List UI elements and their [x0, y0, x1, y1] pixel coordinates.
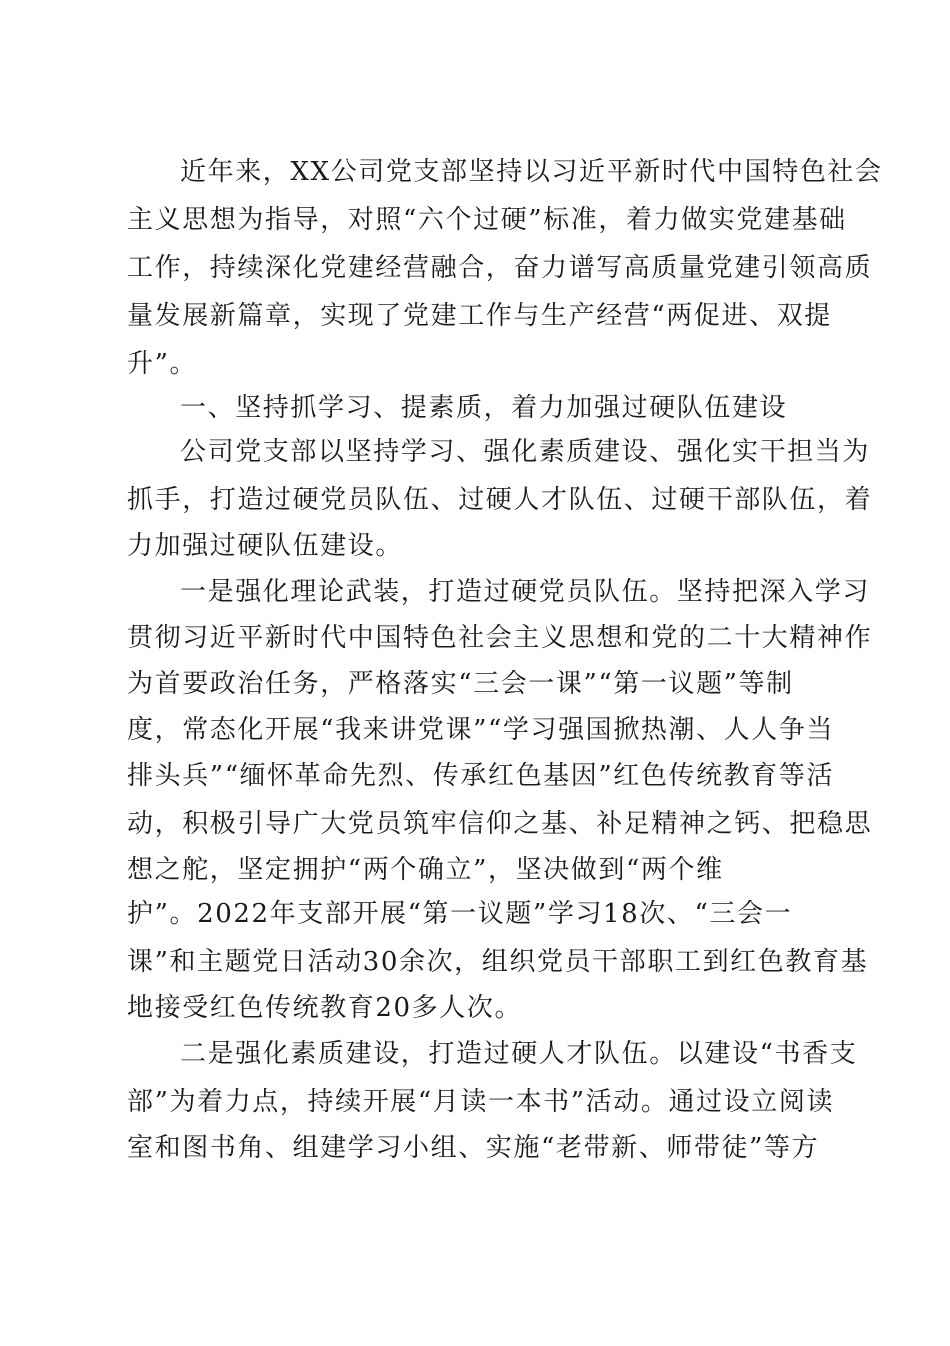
paragraph-point1-line-8: 护”。2022年支部开展“第一议题”学习18次、“三会一 — [127, 899, 793, 929]
paragraph-point1-line-7: 想之舵，坚定拥护“两个确立”，坚决做到“两个维 — [127, 855, 724, 885]
paragraph-intro-line-1: 近年来，XX公司党支部坚持以习近平新时代中国特色社会 — [180, 157, 883, 187]
paragraph-section1-line-3: 力加强过硬队伍建设。 — [127, 531, 404, 561]
paragraph-section1-line-1: 公司党支部以坚持学习、强化素质建设、强化实干担当为 — [180, 437, 871, 467]
paragraph-point1-line-6: 动，积极引导广大党员筑牢信仰之基、补足精神之钙、把稳思 — [127, 809, 873, 839]
paragraph-point1-line-5: 排头兵”“缅怀革命先烈、传承红色基因”红色传统教育等活 — [127, 761, 835, 791]
paragraph-point2-line-2: 部”为着力点，持续开展“月读一本书”活动。通过设立阅读 — [127, 1087, 835, 1117]
paragraph-point1-line-2: 贯彻习近平新时代中国特色社会主义思想和党的二十大精神作 — [127, 623, 873, 653]
paragraph-section1-line-2: 抓手，打造过硬党员队伍、过硬人才队伍、过硬干部队伍，着 — [127, 485, 873, 515]
section-heading-1: 一、坚持抓学习、提素质，着力加强过硬队伍建设 — [180, 393, 788, 423]
paragraph-point1-line-4: 度，常态化开展“我来讲党课”“学习强国掀热潮、人人争当 — [127, 715, 835, 745]
paragraph-intro-line-5: 升”。 — [127, 349, 198, 379]
paragraph-point1-line-3: 为首要政治任务，严格落实“三会一课”“第一议题”等制 — [127, 669, 794, 699]
paragraph-intro-line-3: 工作，持续深化党建经营融合，奋力谱写高质量党建引领高质 — [127, 253, 873, 283]
paragraph-point1-line-1: 一是强化理论武装，打造过硬党员队伍。坚持把深入学习 — [180, 577, 871, 607]
paragraph-intro-line-2: 主义思想为指导，对照“六个过硬”标准，着力做实党建基础 — [127, 205, 847, 235]
paragraph-intro-line-4: 量发展新篇章，实现了党建工作与生产经营“两促进、双提 — [127, 301, 832, 331]
paragraph-point1-line-10: 地接受红色传统教育20多人次。 — [127, 993, 523, 1023]
paragraph-point1-line-9: 课”和主题党日活动30余次，组织党员干部职工到红色教育基 — [127, 947, 869, 977]
paragraph-point2-line-1: 二是强化素质建设，打造过硬人才队伍。以建设“书香支 — [180, 1039, 858, 1069]
paragraph-point2-line-3: 室和图书角、组建学习小组、实施“老带新、师带徒”等方 — [127, 1133, 820, 1163]
